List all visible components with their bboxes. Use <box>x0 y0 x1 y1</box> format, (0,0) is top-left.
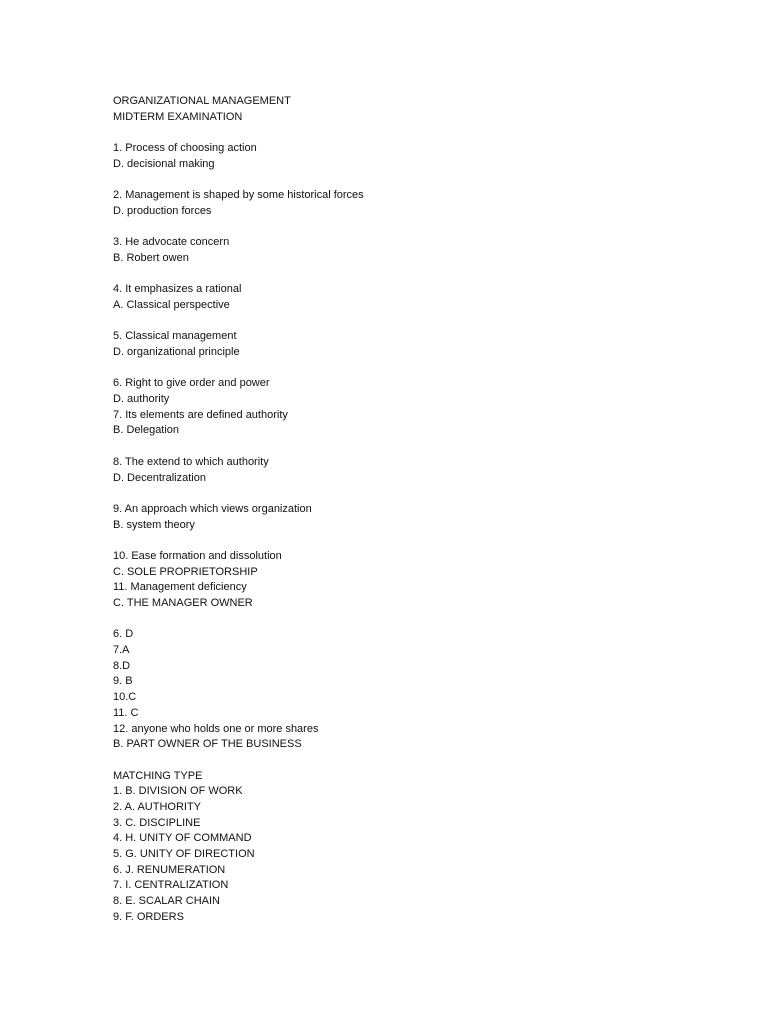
matching-item: 8. E. SCALAR CHAIN <box>113 895 220 908</box>
answer-line: D. decisional making <box>113 157 215 170</box>
qa-block-1 <box>113 141 713 172</box>
qa-block-5 <box>113 329 713 360</box>
qa-block-7 <box>113 455 713 486</box>
question-line: 10. Ease formation and dissolution <box>113 549 282 562</box>
answer-line: C. SOLE PROPRIETORSHIP <box>113 565 258 578</box>
answer-line: D. production forces <box>113 204 212 217</box>
spacer <box>113 314 713 330</box>
question-line: 4. It emphasizes a rational <box>113 283 242 296</box>
matching-item: 9. F. ORDERS <box>113 910 184 923</box>
spacer <box>113 220 713 236</box>
spacer <box>113 172 713 188</box>
qa-block-8 <box>113 502 713 533</box>
spacer <box>113 439 713 455</box>
answer-line: B. Delegation <box>113 424 180 437</box>
question-line: 11. Management deficiency <box>113 581 247 594</box>
question-line: 9. An approach which views organization <box>113 502 312 515</box>
qa-block-4 <box>113 282 713 313</box>
answer-line: D. authority <box>113 393 170 406</box>
question-line: 8. The extend to which authority <box>113 455 269 468</box>
matching-item: 1. B. DIVISION OF WORK <box>113 785 243 798</box>
spacer <box>113 486 713 502</box>
document-title <box>113 94 713 125</box>
spacer <box>113 125 713 141</box>
answer-line: D. organizational principle <box>113 346 240 358</box>
question-line: 12. anyone who holds one or more shares <box>113 722 319 735</box>
matching-item: 2. A. AUTHORITY <box>113 800 202 813</box>
answer-key-line: 6. D <box>113 628 134 641</box>
matching-item: 4. H. UNITY OF COMMAND <box>113 832 252 845</box>
question-line: 3. He advocate concern <box>113 236 230 249</box>
question-line: 1. Process of choosing action <box>113 142 257 155</box>
matching-item: 6. J. RENUMERATION <box>113 863 226 876</box>
spacer <box>113 267 713 283</box>
answer-key-line: 10.C <box>113 691 137 704</box>
answer-line: D. Decentralization <box>113 471 206 484</box>
spacer <box>113 533 713 549</box>
matching-item: 7. I. CENTRALIZATION <box>113 879 229 892</box>
question-line: 5. Classical management <box>113 330 237 343</box>
answer-line: A. Classical perspective <box>113 298 230 311</box>
answer-line: B. PART OWNER OF THE BUSINESS <box>113 738 302 751</box>
answer-line: B. Robert owen <box>113 251 189 264</box>
answer-line: C. THE MANAGER OWNER <box>113 597 253 609</box>
qa-block-3 <box>113 235 713 266</box>
title-line: ORGANIZATIONAL MANAGEMENT <box>113 95 291 107</box>
answer-key-line: 11. C <box>113 706 139 719</box>
spacer <box>113 612 713 628</box>
spacer <box>113 753 713 769</box>
answer-key-line: 7.A <box>113 644 130 657</box>
matching-heading: MATCHING TYPE <box>113 769 203 782</box>
subtitle-line: MIDTERM EXAMINATION <box>113 110 243 123</box>
qa-block-2 <box>113 188 713 219</box>
document-page <box>113 94 713 925</box>
question-line: 2. Management is shaped by some historical forces <box>113 189 364 202</box>
answer-key-line: 9. B <box>113 675 133 688</box>
qa-block-9 <box>113 549 713 612</box>
matching-item: 3. C. DISCIPLINE <box>113 816 201 829</box>
question-line: 6. Right to give order and power <box>113 377 270 390</box>
qa-block-6 <box>113 376 713 439</box>
answer-line: B. system theory <box>113 518 195 531</box>
matching-item: 5. G. UNITY OF DIRECTION <box>113 848 255 860</box>
question-line: 7. Its elements are defined authority <box>113 408 288 421</box>
matching-section <box>113 769 713 926</box>
qa-block-10 <box>113 627 713 753</box>
answer-key-line: 8.D <box>113 659 131 672</box>
spacer <box>113 361 713 377</box>
